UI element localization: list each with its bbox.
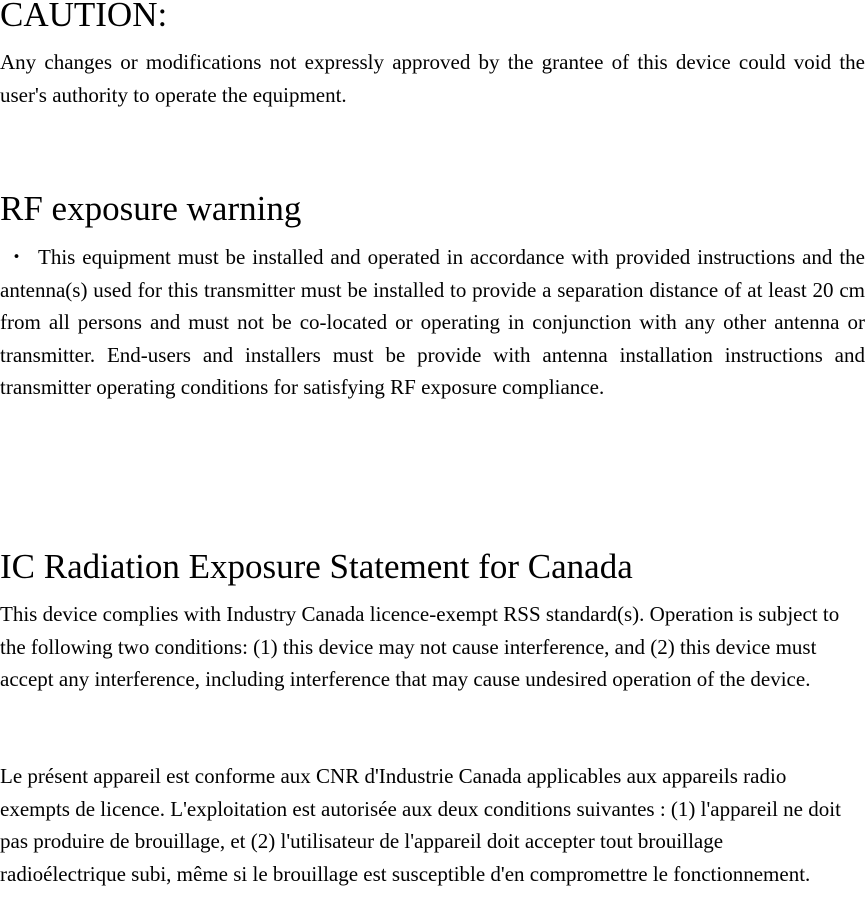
caution-paragraph: Any changes or modifications not expressly approved by the grantee of this device could void the user's authority to operate the equipment. bbox=[0, 50, 865, 107]
rf-exposure-text: This equipment must be installed and operated in accordance with provided instructions and the antenna(s) used for this transmitter must be installed to provide a separation distance of at least 20 cm from all persons and must not be co-located or operating in conjunction with any other antenna or transmitter. End-users and installers must be provide with antenna installation instructions and transmitter operating conditions for satisfying RF exposure compliance. bbox=[0, 245, 865, 399]
caution-heading: CAUTION: bbox=[0, 0, 168, 34]
ic-statement-heading: IC Radiation Exposure Statement for Canada bbox=[0, 547, 633, 586]
bullet-icon: ・ bbox=[6, 245, 27, 269]
ic-statement-french-paragraph: Le présent appareil est conforme aux CNR d'Industrie Canada applicables aux appareils radio exempts de licence. L'exploitation est autorisée aux deux conditions suivantes : (1) l'appareil ne doit pas produire de brouillage, et (2) l'utilisateur de l'appareil doit accepter tout brouillage radioélectrique subi, même si le brouillage est susceptible d'en compromettre le fonctionnement. bbox=[0, 764, 841, 886]
rf-exposure-heading: RF exposure warning bbox=[0, 189, 302, 228]
rf-exposure-paragraph bbox=[0, 241, 865, 404]
ic-statement-english-paragraph: This device complies with Industry Canada licence-exempt RSS standard(s). Operation is subject to the following two conditions: (1) this device may not cause interference, and (2) this device must accept any interference, including interference that may cause undesired operation of the device. bbox=[0, 602, 840, 691]
